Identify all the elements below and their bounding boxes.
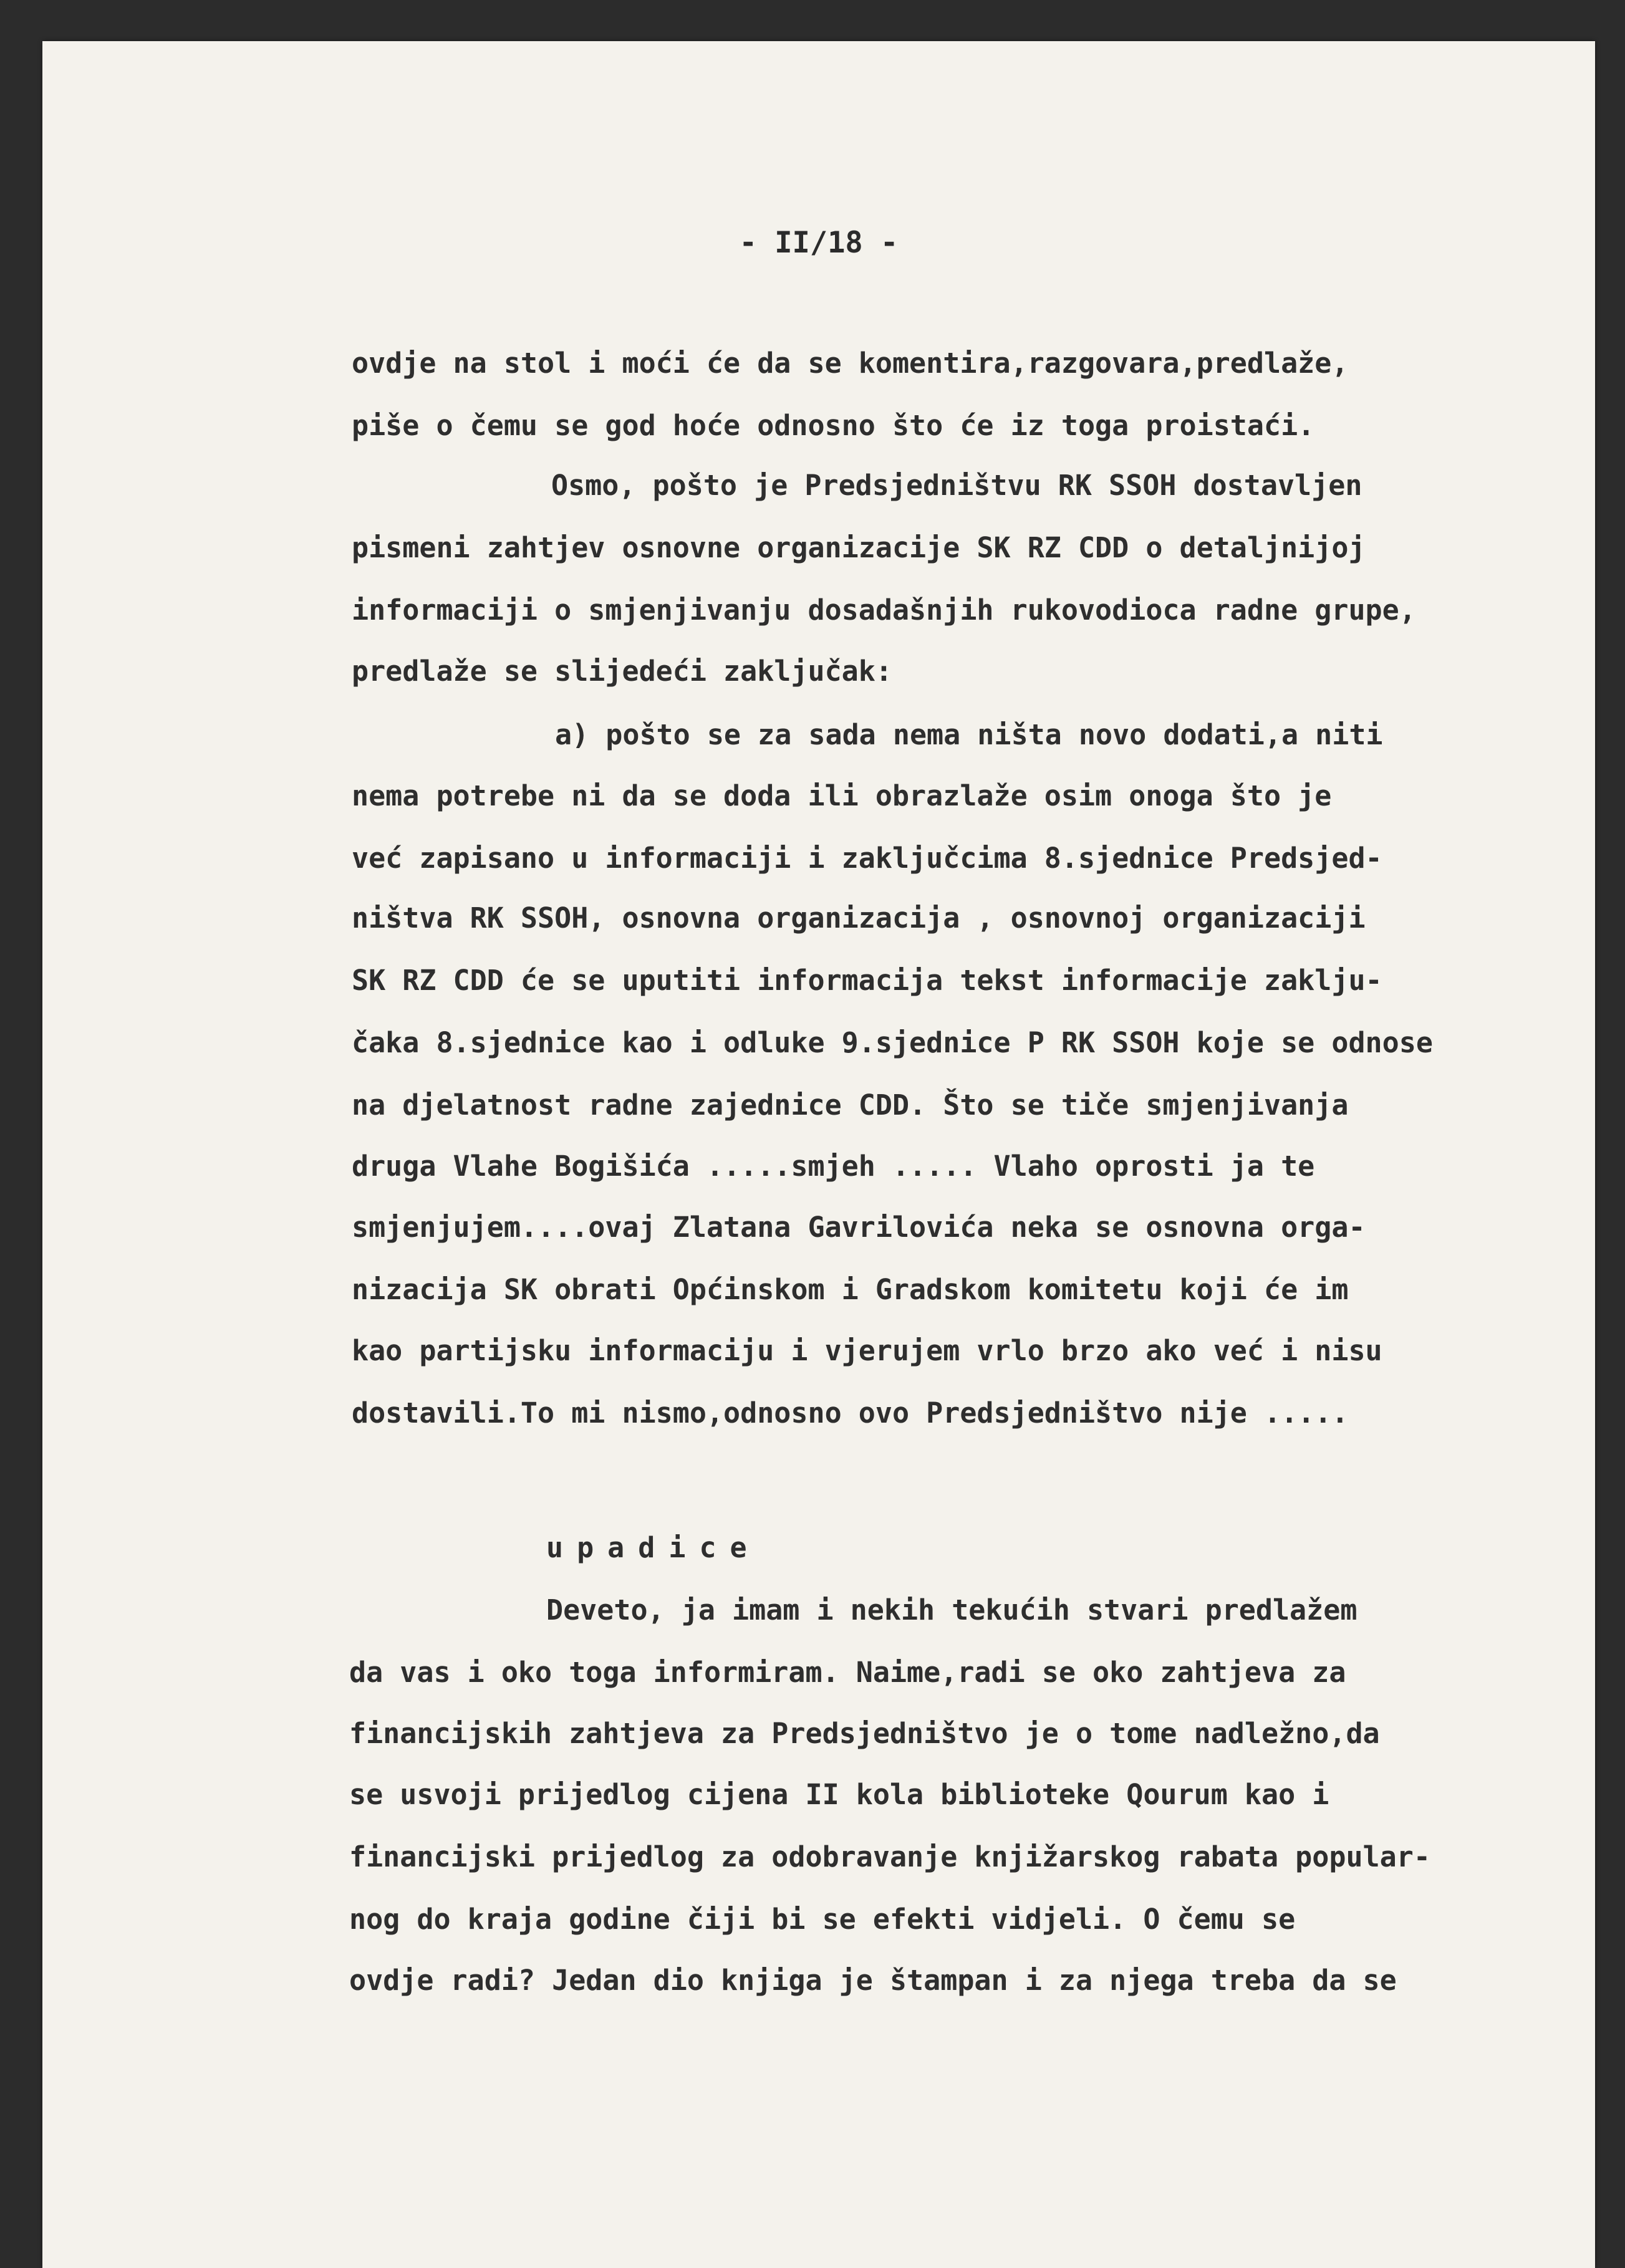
- text-line: ovdje radi? Jedan dio knjiga je štampan i za njega treba da se: [349, 1964, 1397, 1997]
- text-line: na djelatnost radne zajednice CDD. Što se tiče smjenjivanja: [352, 1088, 1349, 1122]
- text-line: pismeni zahtjev osnovne organizacije SK RZ CDD o detaljnijoj: [352, 531, 1366, 564]
- text-line: se usvoji prijedlog cijena II kola biblioteke Qourum kao i: [349, 1778, 1329, 1811]
- text-line: Deveto, ja imam i nekih tekućih stvari predlažem: [546, 1593, 1357, 1627]
- text-line: Osmo, pošto je Predsjedništvu RK SSOH dostavljen: [551, 469, 1362, 502]
- text-line: ovdje na stol i moći će da se komentira,razgovara,predlaže,: [352, 347, 1349, 380]
- text-line: nizacija SK obrati Općinskom i Gradskom komitetu koji će im: [352, 1273, 1349, 1306]
- text-line: piše o čemu se god hoće odnosno što će iz toga proistaći.: [352, 409, 1315, 442]
- document-page: [42, 41, 1595, 2268]
- text-line: informaciji o smjenjivanju dosadašnjih rukovodioca radne grupe,: [352, 593, 1416, 627]
- text-line: financijski prijedlog za odobravanje knjižarskog rabata popular-: [349, 1840, 1430, 1873]
- text-line: a) pošto se za sada nema ništa novo dodati,a niti: [555, 718, 1383, 751]
- text-line: nema potrebe ni da se doda ili obrazlaže osim onoga što je: [352, 779, 1332, 812]
- text-line: već zapisano u informaciji i zaključcima 8.sjednice Predsjed-: [352, 842, 1382, 875]
- text-line: čaka 8.sjednice kao i odluke 9.sjednice P RK SSOH koje se odnose: [352, 1026, 1433, 1059]
- text-line: nog do kraja godine čiji bi se efekti vidjeli. O čemu se: [349, 1903, 1296, 1936]
- text-line: da vas i oko toga informiram. Naime,radi se oko zahtjeva za: [349, 1656, 1346, 1689]
- text-line: SK RZ CDD će se uputiti informacija tekst informacije zaklju-: [352, 964, 1382, 997]
- text-line: ništva RK SSOH, osnovna organizacija , osnovnoj organizaciji: [352, 901, 1366, 935]
- text-line: financijskih zahtjeva za Predsjedništvo je o tome nadležno,da: [349, 1717, 1380, 1750]
- text-line: kao partijsku informaciju i vjerujem vrlo brzo ako već i nisu: [352, 1334, 1382, 1367]
- text-line: druga Vlahe Bogišića .....smjeh ..... Vlaho oprosti ja te: [352, 1150, 1315, 1183]
- text-line: predlaže se slijedeći zaključak:: [352, 655, 892, 688]
- text-line-spaced: upadice: [546, 1531, 761, 1564]
- text-line: dostavili.To mi nismo,odnosno ovo Predsjedništvo nije .....: [352, 1396, 1349, 1430]
- page-number: - II/18 -: [739, 226, 899, 260]
- text-line: smjenjujem....ovaj Zlatana Gavrilovića neka se osnovna orga-: [352, 1211, 1366, 1244]
